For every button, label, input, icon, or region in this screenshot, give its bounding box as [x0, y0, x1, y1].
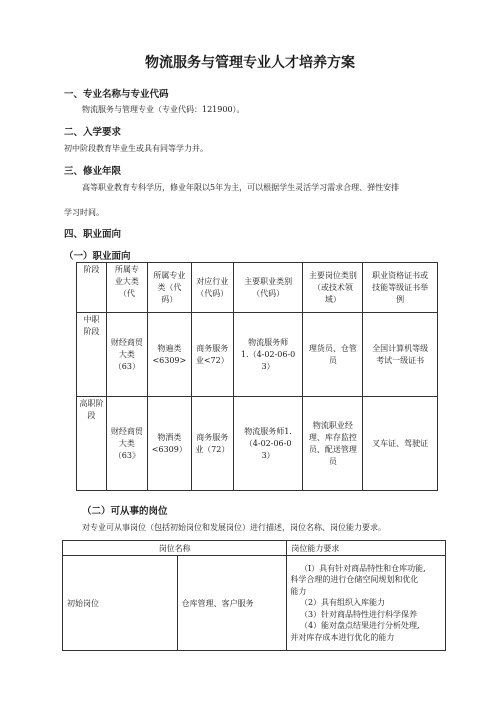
section-1-body: 物流服务与管理专业（专业代码：121900）。: [82, 105, 245, 114]
table-row: [63, 556, 446, 651]
row1-stage: 中职 阶段: [77, 313, 107, 397]
post-names: 仓库管理、客户服务: [177, 556, 287, 651]
ability-line: （I）具有针对商品特性和仓库功能,: [299, 563, 426, 573]
ability-line: （3）针对商品特性进行科学保养: [299, 609, 418, 619]
table-row: [77, 397, 438, 491]
row1-certificate: 全国计算机等级 考试一级证书: [363, 313, 438, 397]
positions-table-header: [63, 541, 446, 556]
row1-class: 物遍类 <6309>: [147, 313, 191, 397]
section-1-heading: 一、专业名称与专业代码: [64, 89, 169, 100]
row2-class: 物洒类 <6309）: [147, 397, 191, 491]
post-level: 初始岗位: [63, 556, 178, 651]
header-occupation: 主要职业类别 （代码）: [233, 263, 303, 313]
row1-industry: 商务服务 业<72）: [191, 313, 233, 397]
header-class: 所属专业 类（代 码）: [147, 263, 191, 313]
row2-occupation: 物流服务师1. （4-02-06-0 3）: [233, 397, 303, 491]
header-post-name: 岗位名称: [63, 541, 287, 556]
row1-post: 理货员、仓管 员: [303, 313, 363, 397]
ability-list: [287, 556, 446, 651]
section-4-sub2-body: 对专业可从事岗位（包括初始岗位和发展岗位）进行描述，岗位名称、岗位能力要求。: [82, 523, 386, 532]
row1-major: 财经商贸 大类 （63）: [106, 313, 147, 397]
career-table-header: [77, 263, 438, 313]
ability-line: 能力: [290, 586, 307, 596]
section-2-body: 初中阶段教育毕业生或具有同等学力并。: [64, 144, 208, 153]
ability-line: （4）能对盘点结果进行分析处理,: [299, 621, 420, 631]
section-4-sub2: （二）可从事的岗位: [82, 506, 168, 517]
header-industry: 对应行业 （代码）: [191, 263, 233, 313]
ability-line: 并对库存成本进行优化的能力: [290, 632, 395, 642]
header-certificate: 职业资格证书或 技能等级证书举 例: [363, 263, 438, 313]
section-4-sub1: （一）职业面向: [64, 251, 131, 262]
section-2-heading: 二、入学要求: [64, 127, 122, 138]
section-3-heading: 三、修业年限: [64, 166, 122, 177]
document-title: 物流服务与管理专业人才培养方案: [145, 55, 355, 71]
ability-line: （2）具有组织入库能力: [299, 598, 386, 608]
career-table: [76, 262, 438, 491]
section-3-body-line1: 高等职业教育专科学历，修业年限以5年为主，可以根据学生灵活学习需求合理、弹性安排: [82, 183, 400, 192]
header-major: 所属专 业大类 （代: [106, 263, 147, 313]
table-row: [77, 313, 438, 397]
row2-major: 财经商贸 大类 （63》: [106, 397, 147, 491]
row1-occupation: 物流服务师 1.（4-02-06-0 3）: [233, 313, 303, 397]
row2-stage: 高职阶 段: [77, 397, 107, 491]
positions-table: [62, 540, 446, 651]
row2-post: 物流职业经 理、库存监控 员、配送管理 员: [303, 397, 363, 491]
row2-industry: 商务服务 业（72）: [191, 397, 233, 491]
section-3-body-line2: 学习时间。: [64, 208, 104, 217]
header-ability: 岗位能力要求: [287, 541, 446, 556]
header-post: 主要岗位类别 （或技术领 域）: [303, 263, 363, 313]
section-4-heading: 四、职业面向: [64, 229, 122, 240]
header-stage: 阶段: [77, 263, 107, 313]
ability-line: 科学合理的进行仓储空间规划和优化: [290, 575, 419, 585]
row2-certificate: 叉车证、驾驶证: [363, 397, 438, 491]
